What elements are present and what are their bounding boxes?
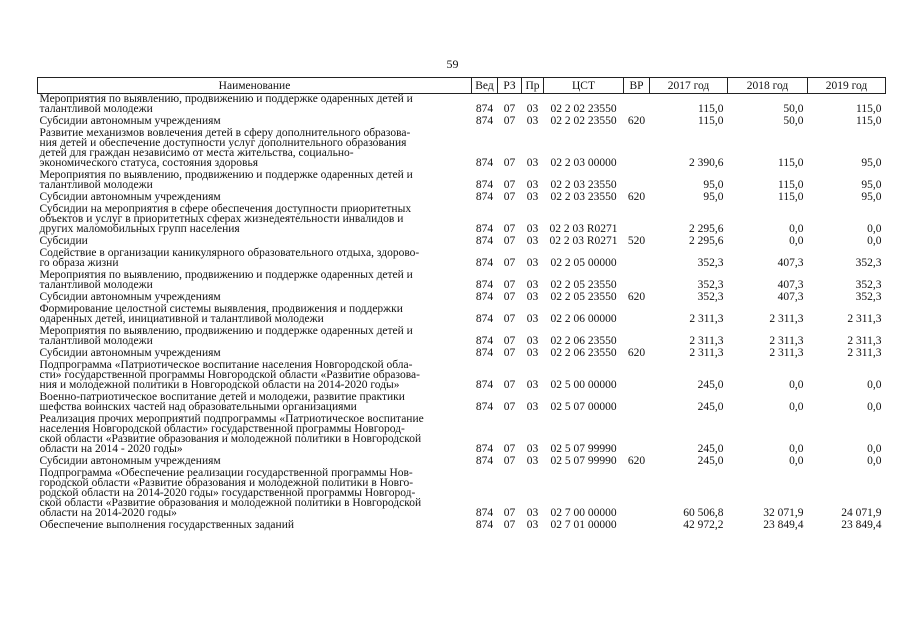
header-vr: ВР xyxy=(624,78,650,94)
cell-name-line: Субсидии автономным учреждениям xyxy=(39,191,221,203)
cell-name xyxy=(38,468,472,520)
cell-2018: 115,0 xyxy=(778,179,804,191)
cell-name xyxy=(38,128,472,170)
cell-cst: 02 5 07 99990 xyxy=(550,443,617,455)
cell-vr xyxy=(624,392,650,414)
table-row xyxy=(38,128,886,170)
page-number: 59 xyxy=(446,57,459,71)
cell-name-line: Мероприятия по выявлению, продвижению и поддержке одаренных детей и xyxy=(39,269,413,281)
cell-cst: 02 2 02 23550 xyxy=(550,103,617,115)
cell-name-line: талантливой молодежи xyxy=(39,335,153,347)
cell-cst: 02 2 03 00000 xyxy=(550,157,617,169)
cell-name-line: шефства воинских частей над образовательными организациями xyxy=(39,401,357,413)
cell-pr: 03 xyxy=(526,103,539,115)
cell-ved: 874 xyxy=(475,191,494,203)
cell-rz: 07 xyxy=(503,223,516,235)
cell-2019: 115,0 xyxy=(856,115,882,127)
cell-pr: 03 xyxy=(526,313,539,325)
cell-2017: 352,3 xyxy=(697,257,724,269)
table-row xyxy=(38,520,886,532)
cell-2019: 24 071,9 xyxy=(841,507,882,519)
header-2017: 2017 год xyxy=(650,78,728,94)
cell-pr: 03 xyxy=(526,335,539,347)
cell-2018: 0,0 xyxy=(789,443,804,455)
cell-2017: 352,3 xyxy=(697,279,724,291)
cell-pr: 03 xyxy=(526,179,539,191)
cell-name-line: Мероприятия по выявлению, продвижению и поддержке одаренных детей и xyxy=(39,325,413,337)
cell-2019: 352,3 xyxy=(855,257,882,269)
cell-2018: 23 849,4 xyxy=(763,519,804,531)
cell-name-line: детей для граждан независимо от места жительства, социально- xyxy=(39,147,354,159)
cell-rz: 07 xyxy=(503,401,516,413)
cell-vr: 620 xyxy=(627,347,646,359)
cell-2018: 2 311,3 xyxy=(769,335,804,347)
cell-name-line: одаренных детей, инициативной и талантливой молодежи xyxy=(39,313,324,325)
cell-2018: 2 311,3 xyxy=(769,313,804,325)
cell-2018: 0,0 xyxy=(789,223,804,235)
cell-2019: 0,0 xyxy=(867,443,882,455)
table-header-row xyxy=(38,78,886,94)
cell-vr xyxy=(624,248,650,270)
header-name: Наименование xyxy=(38,78,472,94)
cell-2017: 115,0 xyxy=(698,103,724,115)
cell-rz: 07 xyxy=(503,191,516,203)
cell-rz: 07 xyxy=(503,443,516,455)
cell-vr xyxy=(624,128,650,170)
cell-vr xyxy=(624,270,650,292)
cell-2018: 0,0 xyxy=(789,235,804,247)
cell-name-line: Субсидии xyxy=(39,235,88,247)
cell-2019: 95,0 xyxy=(861,157,882,169)
cell-2017: 245,0 xyxy=(697,379,724,391)
cell-cst: 02 2 02 23550 xyxy=(550,115,617,127)
cell-vr: 620 xyxy=(627,115,646,127)
cell-cst: 02 5 07 00000 xyxy=(550,401,617,413)
cell-vr xyxy=(624,520,650,532)
header-2019: 2019 год xyxy=(808,78,886,94)
cell-name-line: Субсидии автономным учреждениям xyxy=(39,291,221,303)
cell-2017: 2 295,6 xyxy=(689,235,724,247)
cell-cst: 02 2 03 23550 xyxy=(550,179,617,191)
cell-ved: 874 xyxy=(475,279,494,291)
cell-name xyxy=(38,326,472,348)
cell-name xyxy=(38,248,472,270)
cell-name-line: талантливой молодежи xyxy=(39,279,153,291)
cell-pr: 03 xyxy=(526,257,539,269)
cell-2019: 0,0 xyxy=(867,223,882,235)
cell-name-line: ской области «Развитие образования и молодежной политики в Новгородской xyxy=(39,497,422,509)
cell-ved: 874 xyxy=(475,379,494,391)
cell-ved: 874 xyxy=(475,257,494,269)
cell-pr: 03 xyxy=(526,443,539,455)
cell-2019: 95,0 xyxy=(861,191,882,203)
cell-ved: 874 xyxy=(475,115,494,127)
cell-name-line: талантливой молодежи xyxy=(39,103,153,115)
cell-2019: 95,0 xyxy=(861,179,882,191)
cell-ved: 874 xyxy=(475,223,494,235)
cell-2018: 0,0 xyxy=(789,379,804,391)
table-body xyxy=(38,94,886,533)
cell-name-line: Развитие механизмов вовлечения детей в сферу дополнительного образова- xyxy=(39,127,411,139)
cell-cst: 02 5 00 00000 xyxy=(550,379,617,391)
cell-2019: 2 311,3 xyxy=(847,313,882,325)
table-row xyxy=(38,170,886,192)
cell-ved: 874 xyxy=(475,179,494,191)
cell-2018: 407,3 xyxy=(777,279,804,291)
cell-vr: 620 xyxy=(627,191,646,203)
cell-pr: 03 xyxy=(526,157,539,169)
cell-name-line: Военно-патриотическое воспитание детей и молодежи, развитие практики xyxy=(39,391,405,403)
cell-ved: 874 xyxy=(475,235,494,247)
cell-name-line: населения Новгородской области» государственной программы Новгород- xyxy=(39,423,405,435)
cell-name-line: области на 2014 - 2020 годы» xyxy=(39,443,183,455)
cell-2019: 2 311,3 xyxy=(847,335,882,347)
table-row xyxy=(38,414,886,456)
cell-2018: 0,0 xyxy=(789,455,804,467)
cell-ved: 874 xyxy=(475,347,494,359)
cell-vr xyxy=(624,468,650,520)
cell-name-line: Субсидии на мероприятия в сфере обеспечения доступности приоритетных xyxy=(39,203,412,215)
cell-cst: 02 2 05 23550 xyxy=(550,279,617,291)
cell-2019: 0,0 xyxy=(867,401,882,413)
cell-rz: 07 xyxy=(503,235,516,247)
cell-2017: 245,0 xyxy=(697,443,724,455)
cell-vr xyxy=(624,204,650,236)
cell-vr xyxy=(624,304,650,326)
cell-name-line: ния и молодежной политики в Новгородской области на 2014-2020 годы» xyxy=(39,379,400,391)
cell-name-line: сти» государственной программы Новгородской области «Развитие образова- xyxy=(39,369,420,381)
cell-name xyxy=(38,414,472,456)
cell-name xyxy=(38,520,472,532)
cell-2017: 2 311,3 xyxy=(689,313,724,325)
cell-2017: 95,0 xyxy=(703,191,724,203)
cell-vr xyxy=(624,170,650,192)
cell-rz: 07 xyxy=(503,291,516,303)
cell-rz: 07 xyxy=(503,115,516,127)
cell-rz: 07 xyxy=(503,455,516,467)
cell-cst: 02 2 05 00000 xyxy=(550,257,617,269)
cell-ved: 874 xyxy=(475,519,494,531)
cell-cst: 02 2 06 23550 xyxy=(550,347,617,359)
cell-vr: 620 xyxy=(627,455,646,467)
cell-2018: 50,0 xyxy=(783,115,804,127)
cell-rz: 07 xyxy=(503,103,516,115)
cell-rz: 07 xyxy=(503,379,516,391)
cell-ved: 874 xyxy=(475,157,494,169)
cell-pr: 03 xyxy=(526,379,539,391)
cell-2018: 407,3 xyxy=(777,257,804,269)
cell-ved: 874 xyxy=(475,455,494,467)
cell-vr: 520 xyxy=(627,235,646,247)
table-row xyxy=(38,392,886,414)
cell-pr: 03 xyxy=(526,455,539,467)
cell-pr: 03 xyxy=(526,115,539,127)
cell-2017: 95,0 xyxy=(703,179,724,191)
cell-rz: 07 xyxy=(503,157,516,169)
cell-cst: 02 2 03 R0271 xyxy=(549,223,618,235)
cell-cst: 02 2 03 23550 xyxy=(550,191,617,203)
cell-2018: 115,0 xyxy=(778,157,804,169)
header-pr: Пр xyxy=(522,78,544,94)
cell-rz: 07 xyxy=(503,507,516,519)
cell-pr: 03 xyxy=(526,401,539,413)
cell-name xyxy=(38,392,472,414)
cell-name xyxy=(38,94,472,117)
cell-2019: 0,0 xyxy=(867,235,882,247)
cell-name-line: талантливой молодежи xyxy=(39,179,153,191)
cell-name-line: других маломобильных групп населения xyxy=(39,223,240,235)
cell-pr: 03 xyxy=(526,235,539,247)
cell-name-line: родской области на 2014-2020 годы» государственной программы Новгород- xyxy=(39,487,416,499)
cell-2019: 2 311,3 xyxy=(847,347,882,359)
cell-name-line: экономического статуса, состояния здоровья xyxy=(39,157,259,169)
cell-vr xyxy=(624,326,650,348)
cell-name-line: Формирование целостной системы выявления, продвижения и поддержки xyxy=(39,303,403,315)
cell-name-line: городской области «Развитие образования и молодежной политики в Новго- xyxy=(39,477,414,489)
cell-2017: 352,3 xyxy=(697,291,724,303)
header-2018: 2018 год xyxy=(728,78,808,94)
cell-2017: 60 506,8 xyxy=(683,507,724,519)
header-cst: ЦСТ xyxy=(544,78,624,94)
cell-pr: 03 xyxy=(526,507,539,519)
cell-pr: 03 xyxy=(526,347,539,359)
cell-rz: 07 xyxy=(503,257,516,269)
cell-name xyxy=(38,170,472,192)
cell-rz: 07 xyxy=(503,313,516,325)
cell-name-line: ской области «Развитие образования и молодежной политики в Новгородской xyxy=(39,433,422,445)
cell-vr xyxy=(624,414,650,456)
cell-ved: 874 xyxy=(475,335,494,347)
table-row xyxy=(38,304,886,326)
cell-name-line: Мероприятия по выявлению, продвижению и поддержке одаренных детей и xyxy=(39,93,413,105)
cell-2019: 23 849,4 xyxy=(841,519,882,531)
table-row xyxy=(38,326,886,348)
budget-table xyxy=(37,77,886,532)
cell-2017: 2 311,3 xyxy=(689,335,724,347)
cell-cst: 02 2 05 23550 xyxy=(550,291,617,303)
cell-cst: 02 2 03 R0271 xyxy=(549,235,618,247)
cell-name xyxy=(38,270,472,292)
cell-vr: 620 xyxy=(627,291,646,303)
cell-name-line: го образа жизни xyxy=(39,257,119,269)
cell-pr: 03 xyxy=(526,519,539,531)
cell-vr xyxy=(624,360,650,392)
cell-2019: 352,3 xyxy=(855,291,882,303)
cell-2018: 2 311,3 xyxy=(769,347,804,359)
cell-cst: 02 2 06 23550 xyxy=(550,335,617,347)
cell-2019: 0,0 xyxy=(867,455,882,467)
cell-pr: 03 xyxy=(526,191,539,203)
cell-name-line: Мероприятия по выявлению, продвижению и поддержке одаренных детей и xyxy=(39,169,413,181)
cell-2017: 2 311,3 xyxy=(689,347,724,359)
cell-cst: 02 7 00 00000 xyxy=(550,507,617,519)
cell-name-line: Субсидии автономным учреждениям xyxy=(39,115,221,127)
table-row xyxy=(38,360,886,392)
cell-pr: 03 xyxy=(526,291,539,303)
cell-name-line: области на 2014-2020 годы» xyxy=(39,507,177,519)
cell-rz: 07 xyxy=(503,279,516,291)
header-rz: РЗ xyxy=(498,78,522,94)
cell-name xyxy=(38,360,472,392)
cell-ved: 874 xyxy=(475,443,494,455)
cell-ved: 874 xyxy=(475,313,494,325)
cell-name-line: ния детей и обеспечение доступности услуг дополнительного образования xyxy=(39,137,407,149)
cell-2018: 32 071,9 xyxy=(763,507,804,519)
cell-2019: 352,3 xyxy=(855,279,882,291)
table-row xyxy=(38,270,886,292)
cell-2018: 407,3 xyxy=(777,291,804,303)
cell-name-line: Реализация прочих мероприятий подпрограммы «Патриотическое воспитание xyxy=(39,413,424,425)
cell-rz: 07 xyxy=(503,347,516,359)
cell-name-line: объектов и услуг в приоритетных сферах жизнедеятельности инвалидов и xyxy=(39,213,404,225)
cell-name-line: Обеспечение выполнения государственных заданий xyxy=(39,519,294,531)
cell-2017: 2 295,6 xyxy=(689,223,724,235)
cell-cst: 02 2 06 00000 xyxy=(550,313,617,325)
table-row xyxy=(38,94,886,117)
cell-2017: 115,0 xyxy=(698,115,724,127)
cell-2017: 245,0 xyxy=(697,455,724,467)
cell-rz: 07 xyxy=(503,335,516,347)
table-row xyxy=(38,468,886,520)
cell-rz: 07 xyxy=(503,519,516,531)
cell-2019: 0,0 xyxy=(867,379,882,391)
cell-2018: 0,0 xyxy=(789,401,804,413)
cell-pr: 03 xyxy=(526,279,539,291)
cell-ved: 874 xyxy=(475,401,494,413)
cell-2017: 42 972,2 xyxy=(683,519,724,531)
cell-vr xyxy=(624,94,650,117)
cell-2017: 245,0 xyxy=(697,401,724,413)
cell-name-line: Подпрограмма «Обеспечение реализации государственной программы Нов- xyxy=(39,467,413,479)
cell-cst: 02 5 07 99990 xyxy=(550,455,617,467)
table-row xyxy=(38,204,886,236)
table-row xyxy=(38,248,886,270)
cell-ved: 874 xyxy=(475,103,494,115)
cell-pr: 03 xyxy=(526,223,539,235)
cell-name xyxy=(38,204,472,236)
cell-name-line: Содействие в организации каникулярного образовательного отдыха, здорово- xyxy=(39,247,420,259)
cell-rz: 07 xyxy=(503,179,516,191)
cell-2018: 50,0 xyxy=(783,103,804,115)
cell-ved: 874 xyxy=(475,507,494,519)
cell-cst: 02 7 01 00000 xyxy=(550,519,617,531)
cell-name xyxy=(38,304,472,326)
cell-2019: 115,0 xyxy=(856,103,882,115)
cell-2018: 115,0 xyxy=(778,191,804,203)
cell-name-line: Субсидии автономным учреждениям xyxy=(39,347,221,359)
cell-2017: 2 390,6 xyxy=(689,157,724,169)
cell-name-line: Подпрограмма «Патриотическое воспитание населения Новгородской обла- xyxy=(39,359,413,371)
cell-ved: 874 xyxy=(475,291,494,303)
header-ved: Вед xyxy=(472,78,498,94)
cell-name-line: Субсидии автономным учреждениям xyxy=(39,455,221,467)
